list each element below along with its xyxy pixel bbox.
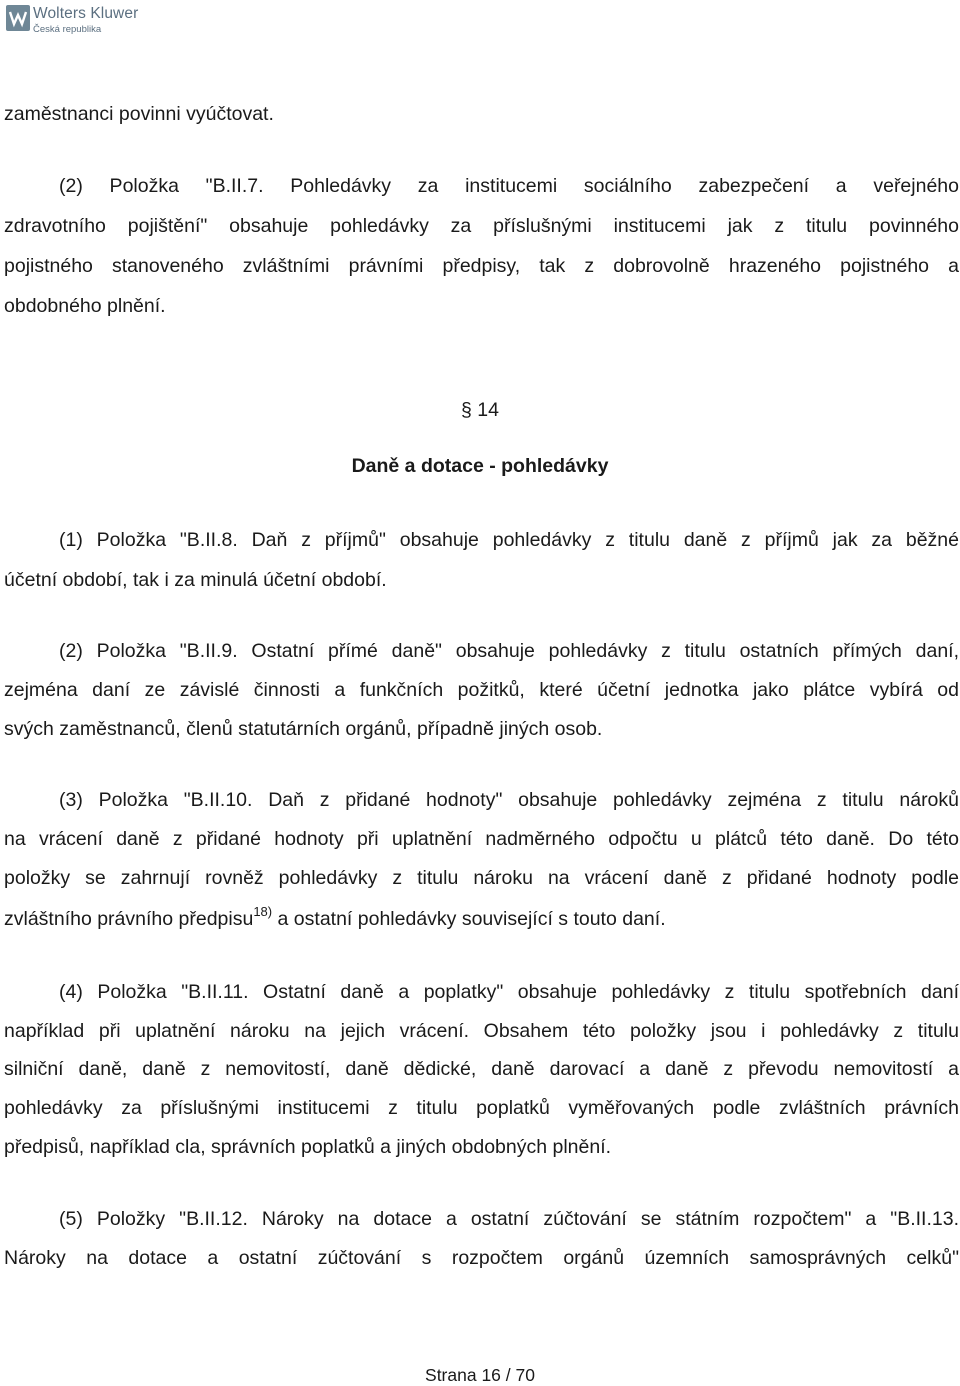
paragraph-line: (2) Položka "B.II.7. Pohledávky za institucemi sociálního zabezpečení a veřejného: [59, 175, 959, 197]
paragraph-line: pohledávky za příslušnými institucemi z titulu poplatků vyměřovaných podle zvláštních právních: [4, 1097, 959, 1119]
paragraph-line: zdravotního pojištění" obsahuje pohledávky za příslušnými institucemi jak z titulu povinného: [4, 215, 959, 237]
line-text: zvláštního právního předpisu: [4, 908, 254, 930]
paragraph-line: silniční daně, daně z nemovitostí, daně dědické, daně darovací a daně z převodu nemovitostí a: [4, 1058, 959, 1080]
paragraph-continuation: zaměstnanci povinni vyúčtovat.: [4, 103, 274, 125]
paragraph-line: obdobného plnění.: [4, 295, 166, 317]
footnote-reference: 18): [253, 904, 273, 919]
line-text: a ostatní pohledávky související s touto daní.: [272, 908, 666, 930]
paragraph-line: [4, 906, 959, 932]
paragraph-line: položky se zahrnují rovněž pohledávky z titulu nároku na vrácení daně z přidané hodnoty podle: [4, 867, 959, 889]
paragraph-line: předpisů, například cla, správních poplatků a jiných obdobných plnění.: [4, 1136, 612, 1158]
paragraph-line: (4) Položka "B.II.11. Ostatní daně a poplatky" obsahuje pohledávky z titulu spotřebních daní: [59, 981, 959, 1003]
paragraph-line: Nároky na dotace a ostatní zúčtování s rozpočtem orgánů územních samosprávných celků": [4, 1247, 959, 1269]
page-number: Strana 16 / 70: [425, 1365, 535, 1385]
section-title: Daně a dotace - pohledávky: [351, 455, 609, 477]
section-number: § 14: [461, 399, 499, 421]
paragraph-line: na vrácení daně z přidané hodnoty při uplatnění nadměrného odpočtu u plátců této daně. Do této: [4, 828, 959, 850]
paragraph-line: například při uplatnění nároku na jejich vrácení. Obsahem této položky jsou i pohledávky z titulu: [4, 1020, 959, 1042]
paragraph-line: zejména daní ze závislé činnosti a funkčních požitků, které účetní jednotka jako plátce vybírá od: [4, 679, 959, 701]
paragraph-line: svých zaměstnanců, členů statutárních orgánů, případně jiných osob.: [4, 718, 603, 740]
paragraph-line: účetní období, tak i za minulá účetní období.: [4, 569, 387, 591]
paragraph-line: (5) Položky "B.II.12. Nároky na dotace a ostatní zúčtování se státním rozpočtem" a "B.II.13.: [59, 1208, 959, 1230]
wolters-kluwer-logo-icon: [6, 5, 30, 31]
paragraph-line: (2) Položka "B.II.9. Ostatní přímé daně" obsahuje pohledávky z titulu ostatních přímých daní,: [59, 640, 959, 662]
brand-region: Česká republika: [33, 24, 102, 35]
paragraph-line: pojistného stanoveného zvláštními právními předpisy, tak z dobrovolně hrazeného pojistného a: [4, 255, 959, 277]
paragraph-line: (3) Položka "B.II.10. Daň z přidané hodnoty" obsahuje pohledávky zejména z titulu nároků: [59, 789, 959, 811]
brand-name: Wolters Kluwer: [33, 5, 139, 22]
publisher-logo: [6, 5, 146, 37]
paragraph-line: (1) Položka "B.II.8. Daň z příjmů" obsahuje pohledávky z titulu daně z příjmů jak za běžné: [59, 529, 959, 551]
